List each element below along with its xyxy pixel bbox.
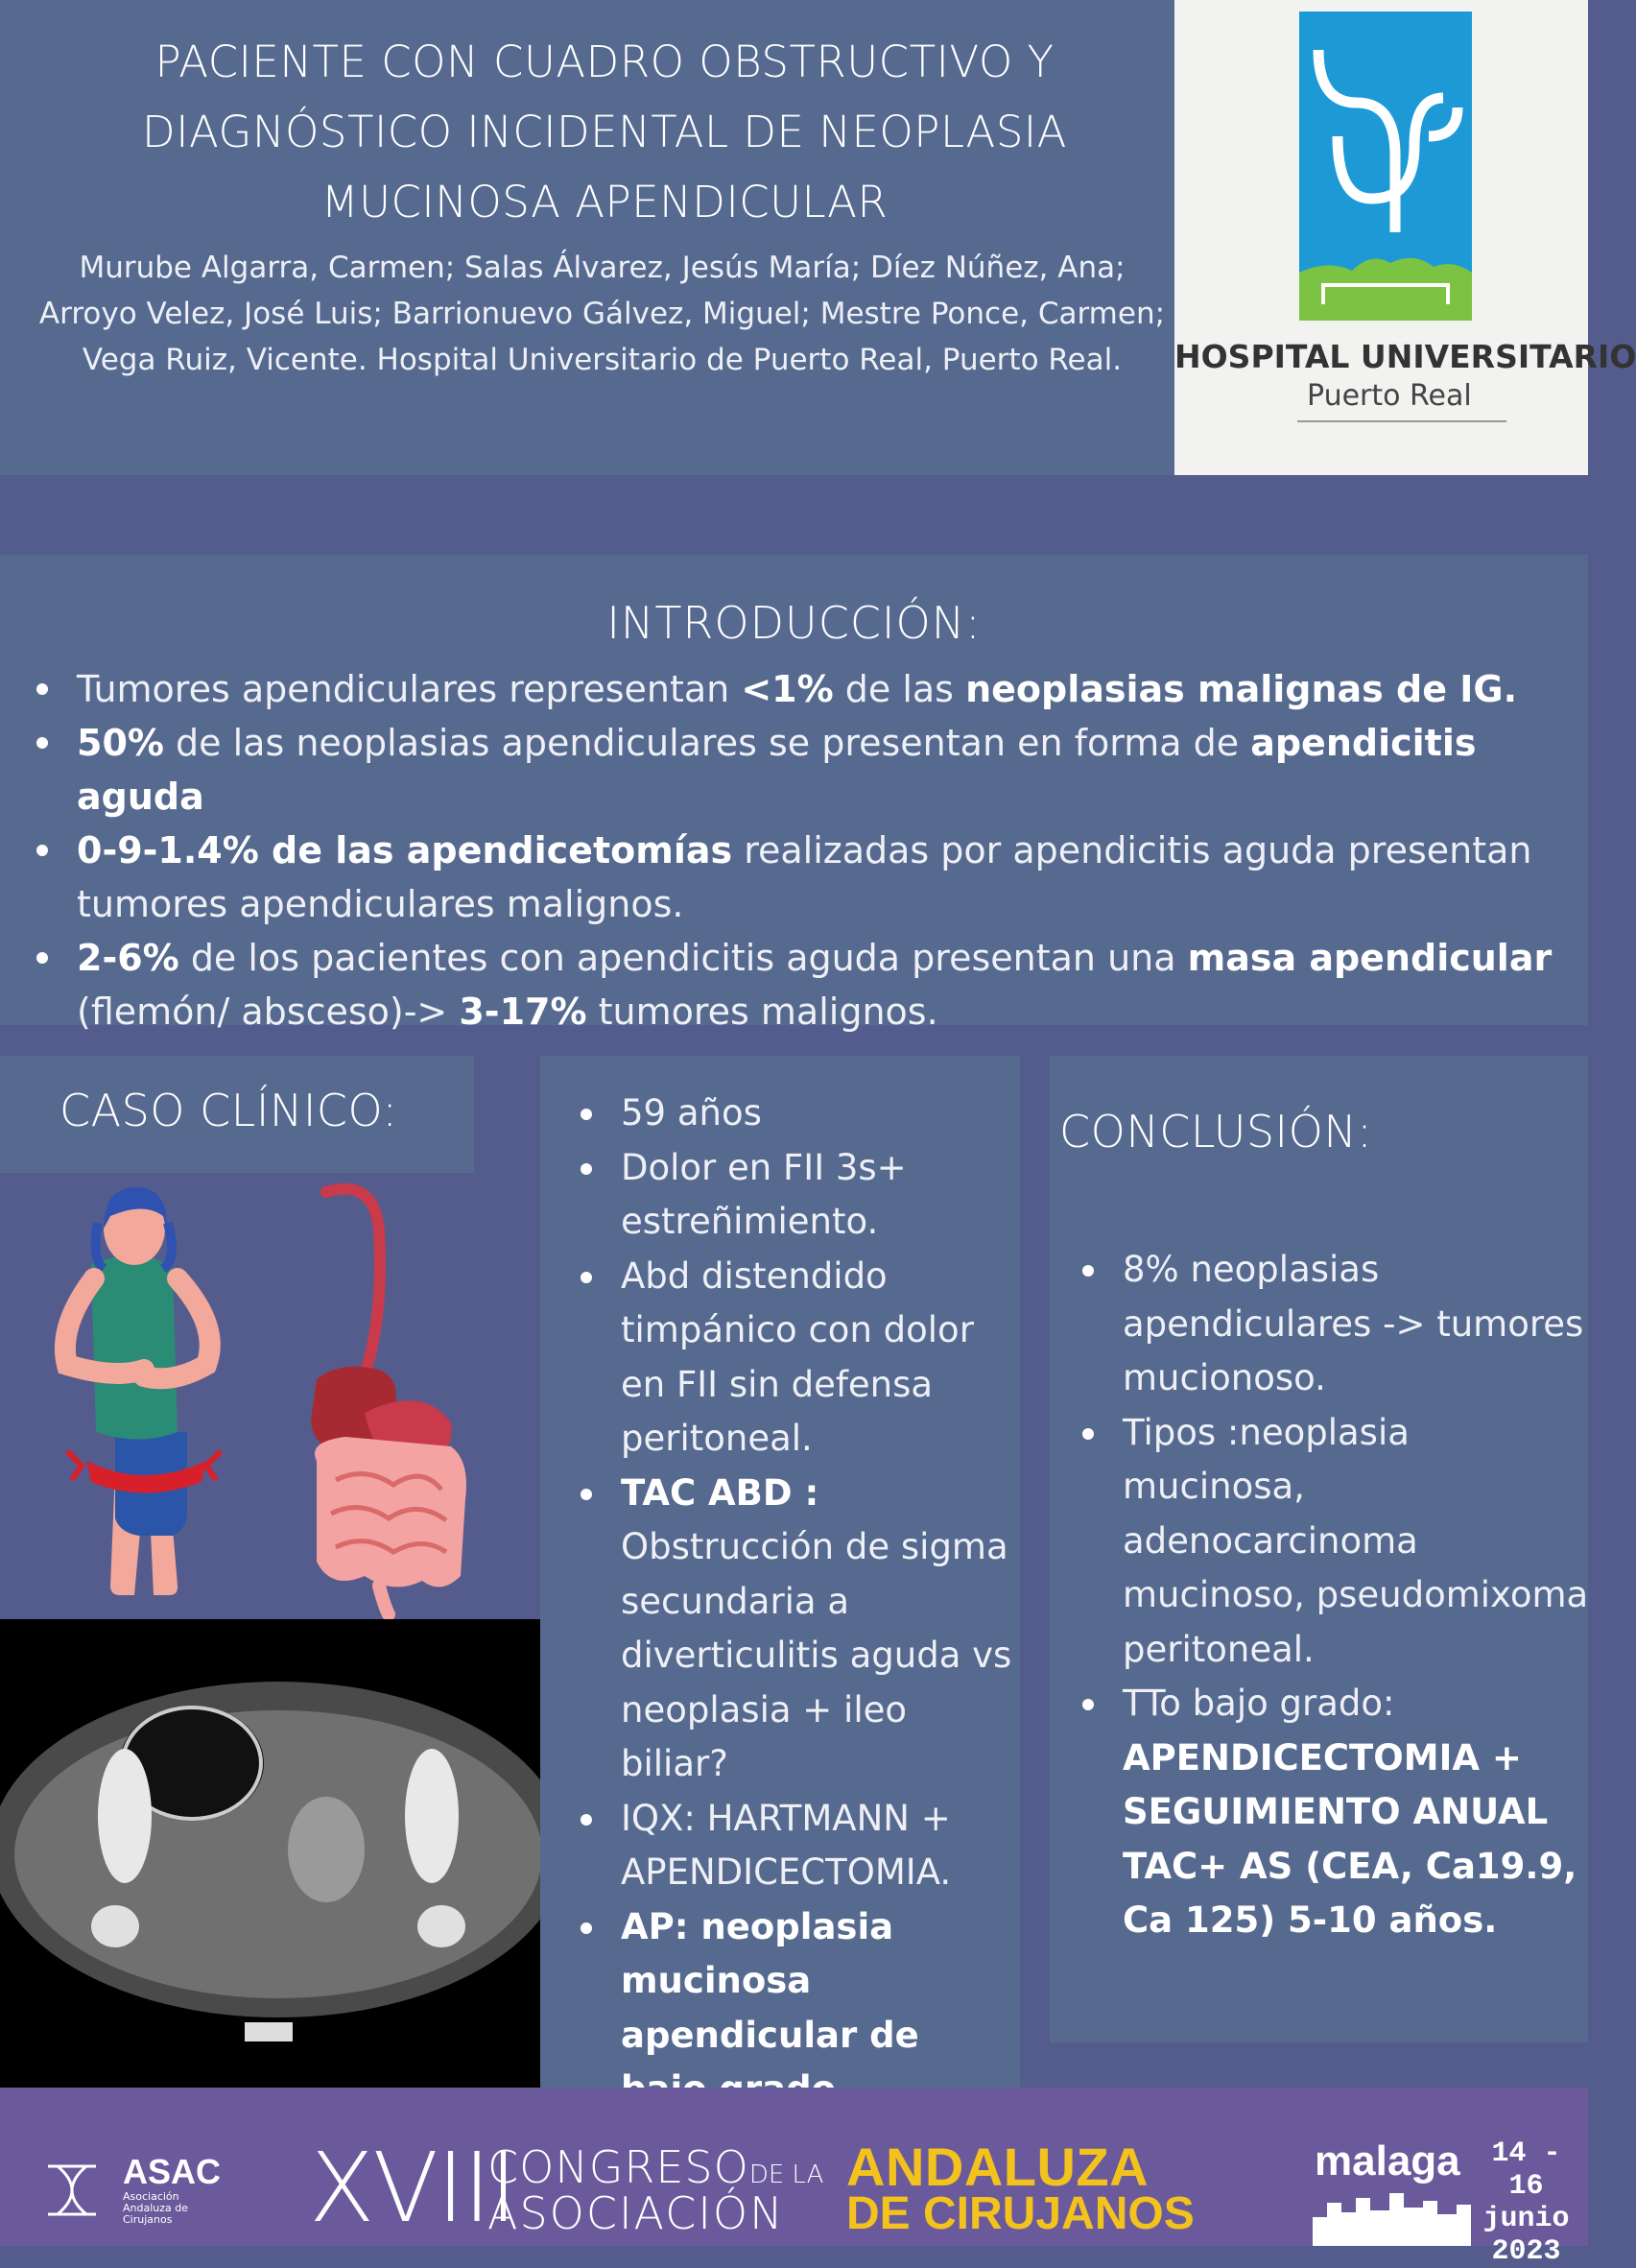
list-item-text: de los pacientes con apendicitis aguda presentan una bbox=[178, 937, 1188, 979]
date-month: junio bbox=[1482, 2203, 1570, 2235]
ct-scan-image bbox=[0, 1619, 542, 2089]
title-line: DIAGNÓSTICO INCIDENTAL DE NEOPLASIA bbox=[142, 107, 1067, 157]
list-item-text: 59 años bbox=[621, 1092, 762, 1134]
list-item-text: (flemón/ absceso)-> bbox=[77, 991, 460, 1033]
congress-dates bbox=[1466, 2137, 1586, 2268]
list-item bbox=[36, 824, 1581, 931]
list-item-text: AP: neoplasia mucinosa apendicular de bbox=[621, 1905, 919, 2056]
list-item-text: TAC ABD : bbox=[621, 1471, 819, 1514]
list-item-text: Tumores apendiculares representan bbox=[77, 668, 742, 710]
list-item bbox=[581, 1467, 1012, 1792]
list-item-text: IQX: HARTMANN + APENDICECTOMIA. bbox=[621, 1797, 952, 1893]
conclusion-list bbox=[1082, 1243, 1591, 1948]
conclusion-panel bbox=[1050, 1056, 1588, 2042]
congress-de-la: DE LA bbox=[748, 2161, 824, 2189]
title-line: PACIENTE CON CUADRO OBSTRUCTIVO Y bbox=[154, 36, 1055, 87]
list-item-text: realizadas por apendicitis aguda presentan tumores apendiculares malignos. bbox=[77, 829, 1532, 925]
list-item-text: Dolor en FII 3s+ estreñimiento. bbox=[621, 1146, 907, 1242]
asac-subtitle: Asociación Andaluza de Cirujanos bbox=[123, 2190, 189, 2226]
list-item bbox=[581, 1250, 1012, 1467]
congress-footer bbox=[0, 2088, 1588, 2268]
authors-line: Arroyo Velez, José Luis; Barrionuevo Gálvez, Miguel; Mestre Ponce, Carmen; bbox=[38, 297, 1166, 331]
list-item-text: tumores malignos. bbox=[586, 991, 938, 1033]
list-item-text: APENDICECTOMIA + SEGUIMIENTO ANUAL TAC+ AS (CEA, Ca19.9, Ca 125) 5-10 años. bbox=[1123, 1736, 1577, 1941]
list-item bbox=[581, 1900, 1012, 2117]
case-details-list bbox=[581, 1086, 1012, 2117]
asac-label: ASAC bbox=[123, 2152, 222, 2191]
patient-figure-icon bbox=[65, 1187, 221, 1595]
list-item-text: 0-9-1.4% de las apendicetomías bbox=[77, 829, 733, 871]
list-item-text: <1% bbox=[741, 668, 834, 710]
poster-title bbox=[29, 27, 1180, 237]
case-heading-box bbox=[0, 1056, 474, 1173]
list-item bbox=[36, 716, 1581, 824]
list-item-text: masa apendicular bbox=[1187, 937, 1553, 979]
hospital-logo-icon bbox=[1299, 12, 1472, 321]
date-range: 14 - 16 bbox=[1491, 2137, 1561, 2203]
introduction-list bbox=[36, 662, 1581, 1039]
logo-underline bbox=[1297, 420, 1506, 422]
congress-edition: XVIII bbox=[309, 2132, 516, 2244]
list-item-text: Abd distendido timpánico con dolor en FII sin defensa peritoneal. bbox=[621, 1254, 974, 1459]
list-item-text: de las bbox=[833, 668, 966, 710]
authors-line: Vega Ruiz, Vicente. Hospital Universitario de Puerto Real, Puerto Real. bbox=[82, 343, 1123, 377]
introduction-section bbox=[0, 555, 1588, 1033]
list-item bbox=[1082, 1677, 1591, 1948]
patient-illustration bbox=[0, 1173, 542, 1619]
title-line: MUCINOSA APENDICULAR bbox=[320, 177, 889, 227]
congress-word: CONGRESO bbox=[487, 2141, 749, 2193]
logo-text-hospital: HOSPITAL UNIVERSITARIO bbox=[1174, 338, 1636, 375]
list-item bbox=[1082, 1243, 1591, 1406]
conclusion-heading: CONCLUSIÓN: bbox=[1059, 1106, 1373, 1158]
list-item-text: Obstrucción de sigma secundaria a diverticulitis aguda vs neoplasia + ileo biliar? bbox=[621, 1526, 1012, 1784]
congress-line-2: ASOCIACIÓN bbox=[487, 2187, 785, 2239]
case-heading: CASO CLÍNICO: bbox=[59, 1085, 398, 1136]
asac-logo-icon bbox=[38, 2157, 115, 2224]
digestive-system-icon bbox=[311, 1189, 466, 1614]
case-details-panel bbox=[540, 1056, 1020, 2088]
list-item-text: 3-17% bbox=[459, 991, 587, 1033]
hospital-logo bbox=[1174, 0, 1636, 475]
logo-text-puerto-real: Puerto Real bbox=[1307, 379, 1472, 413]
list-item-text: neoplasias malignas de IG. bbox=[965, 668, 1517, 710]
list-item bbox=[36, 662, 1581, 716]
list-item bbox=[1082, 1406, 1591, 1678]
congress-andaluza: ANDALUZA bbox=[846, 2137, 1150, 2197]
list-item bbox=[581, 1141, 1012, 1250]
list-item-text: 8% neoplasias apendiculares -> tumores mucionoso. bbox=[1123, 1249, 1584, 1398]
list-item-text: 2-6% bbox=[77, 937, 179, 979]
introduction-heading: INTRODUCCIÓN: bbox=[606, 597, 982, 649]
authors bbox=[0, 245, 1204, 383]
header-panel bbox=[0, 0, 1174, 475]
list-item bbox=[36, 931, 1581, 1039]
city-name: malaga bbox=[1315, 2137, 1460, 2184]
list-item-text: apendicitis aguda bbox=[77, 722, 1477, 818]
list-item bbox=[581, 1792, 1012, 1900]
list-item-text: de las neoplasias apendiculares se presentan en forma de bbox=[163, 722, 1251, 764]
list-item bbox=[581, 1086, 1012, 1141]
list-item-text: 50% bbox=[77, 722, 164, 764]
date-year: 2023 bbox=[1491, 2235, 1561, 2268]
congress-cirujanos: DE CIRUJANOS bbox=[846, 2188, 1195, 2239]
list-item-text: TTo bajo grado: bbox=[1123, 1683, 1395, 1724]
authors-line: Murube Algarra, Carmen; Salas Álvarez, Jesús María; Díez Núñez, Ana; bbox=[79, 251, 1126, 285]
list-item-text: Tipos :neoplasia mucinosa, adenocarcinoma mucinoso, pseudomixoma peritoneal. bbox=[1123, 1411, 1589, 1670]
